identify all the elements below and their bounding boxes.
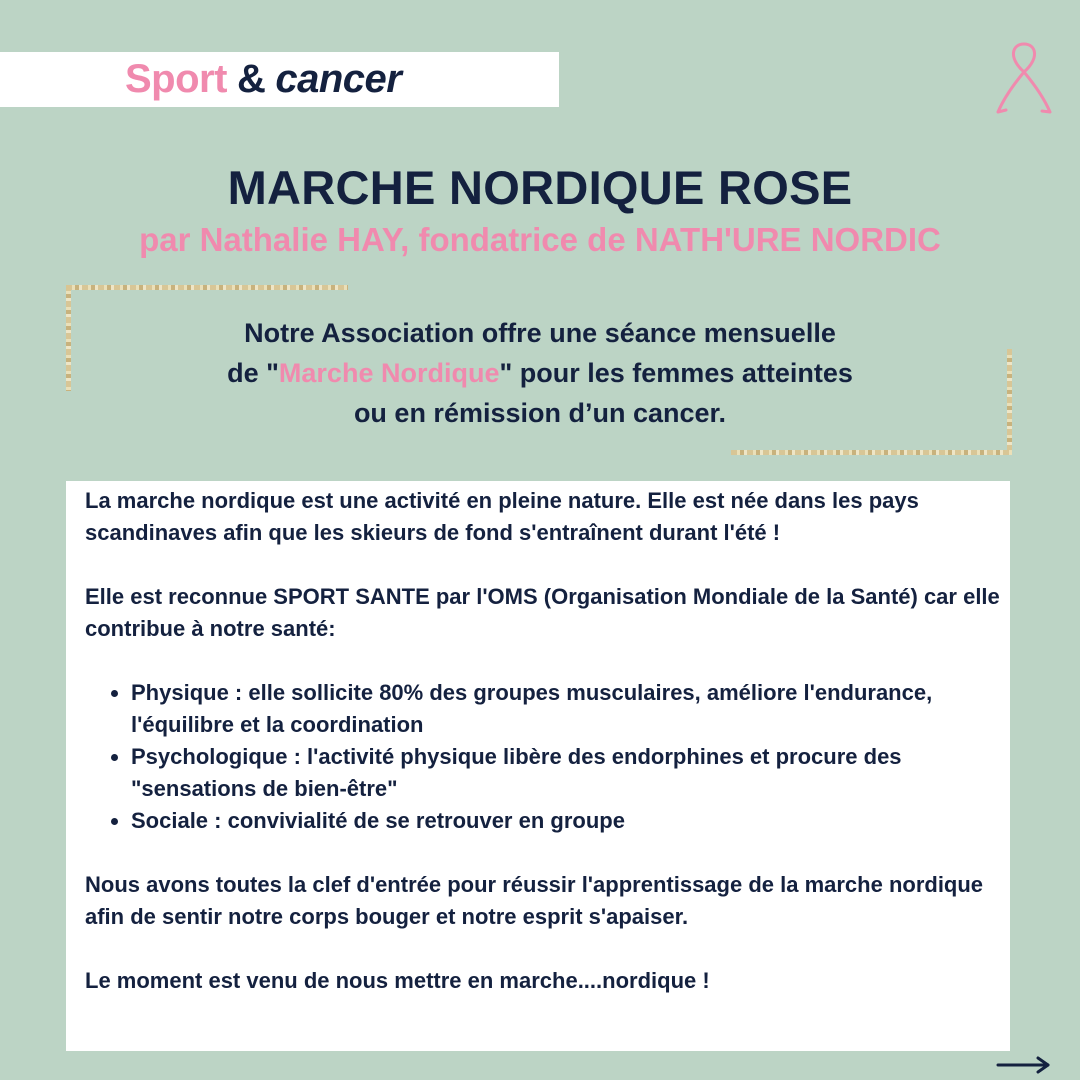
- intro-line-2-pre: de ": [227, 358, 279, 388]
- list-item: • Sociale : convivialité de se retrouver en groupe: [131, 805, 1000, 837]
- pink-ribbon-icon: [994, 40, 1054, 120]
- intro-text: [120, 313, 960, 433]
- gold-frame-left: [66, 285, 71, 391]
- paragraph-closing: Le moment est venu de nous mettre en marche....nordique !: [85, 968, 710, 993]
- benefits-list: [85, 677, 1000, 837]
- paragraph-origin: La marche nordique est une activité en pleine nature. Elle est née dans les pays scandinaves afin que les skieurs de fond s'entraînent durant l'été !: [85, 488, 919, 545]
- page-title: MARCHE NORDIQUE ROSE: [227, 161, 853, 214]
- gold-frame-right: [1007, 349, 1012, 454]
- page-subtitle: par Nathalie HAY, fondatrice de NATH'URE NORDIC: [139, 221, 941, 258]
- tag-sport: Sport: [125, 57, 227, 101]
- gold-frame-bottom: [731, 450, 1012, 455]
- section-tag: [0, 52, 559, 107]
- right-arrow-icon[interactable]: [996, 1055, 1052, 1075]
- list-item: • Physique : elle sollicite 80% des groupes musculaires, améliore l'endurance, l'équilibre et la coordination: [131, 677, 1000, 741]
- intro-line-3: ou en rémission d’un cancer.: [353, 398, 727, 428]
- tag-ampersand: &: [236, 57, 266, 101]
- paragraph-key: Nous avons toutes la clef d'entrée pour réussir l'apprentissage de la marche nordique afin de sentir notre corps bouger et notre esprit s'apaiser.: [85, 872, 984, 929]
- list-item: • Psychologique : l'activité physique libère des endorphines et procure des "sensations de bien-être": [131, 741, 1000, 805]
- gold-frame-top: [66, 285, 348, 290]
- intro-line-2: [120, 353, 960, 393]
- tag-cancer: cancer: [275, 57, 402, 101]
- content-card: [66, 481, 1010, 1051]
- intro-line-1: Notre Association offre une séance mensuelle: [244, 318, 836, 348]
- paragraph-sport-sante: Elle est reconnue SPORT SANTE par l'OMS (Organisation Mondiale de la Santé) car elle contribue à notre santé:: [85, 584, 1000, 641]
- intro-line-2-post: " pour les femmes atteintes: [499, 358, 853, 388]
- intro-highlight: Marche Nordique: [278, 358, 500, 388]
